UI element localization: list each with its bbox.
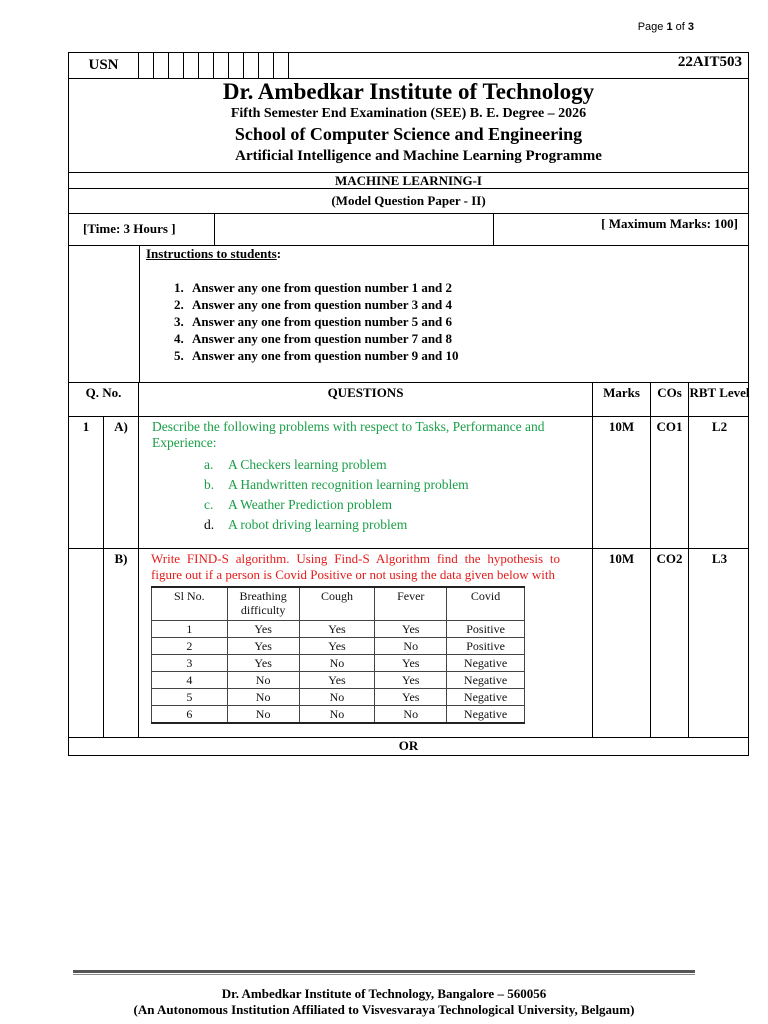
question-content	[139, 549, 593, 737]
school-name: School of Computer Science and Engineering	[234, 124, 583, 144]
instruction-item: 4. Answer any one from question number 7 and 8	[174, 331, 453, 346]
table-header-cell: Sl No.	[152, 587, 228, 620]
usn-label: USN	[69, 53, 139, 78]
footer	[0, 986, 768, 1018]
or-separator: OR	[398, 738, 419, 753]
college-name: Dr. Ambedkar Institute of Technology	[222, 79, 595, 104]
table-header-cell: Cough	[299, 587, 375, 620]
paper-header	[69, 79, 748, 173]
question-text: Describe the following problems with respect to Tasks, Performance and Experience: a. A Checkers learning problem b. A Handwritten recognition learning problem c. A Weather Prediction problem d. A robot driving learning problem	[139, 417, 593, 548]
instructions-list	[146, 279, 748, 364]
usn-box[interactable]	[244, 53, 259, 78]
exam-title: Fifth Semester End Examination (SEE) B. E. Degree – 2026	[230, 106, 587, 121]
header-qno: Q. No.	[69, 383, 139, 416]
time-duration: [Time: 3 Hours ]	[69, 214, 215, 245]
sub-item: a. A Checkers learning problem	[204, 457, 387, 472]
usn-box[interactable]	[169, 53, 184, 78]
table-header-cell: Fever	[375, 587, 447, 620]
question-co: CO2	[651, 549, 689, 737]
instructions-section	[69, 246, 748, 383]
instructions-title: Instructions to students:	[146, 246, 282, 261]
covid-data-table	[151, 586, 525, 724]
header-marks: Marks	[593, 383, 651, 416]
usn-box[interactable]	[229, 53, 244, 78]
usn-box[interactable]	[214, 53, 229, 78]
question-sublist	[152, 455, 586, 535]
question-rbt: L2	[711, 419, 728, 434]
usn-box[interactable]	[139, 53, 154, 78]
footer-affiliation: (An Autonomous Institution Affiliated to Visvesvaraya Technological University, Belgaum)	[133, 1002, 635, 1017]
question-paper	[68, 52, 749, 756]
question-text: Write FIND-S algorithm. Using Find-S Algorithm find the hypothesis to figure out if a person is Covid Positive or not using the data given below with	[151, 551, 560, 582]
question-number: 1	[69, 417, 104, 548]
table-row: 4 No Yes Yes Negative	[152, 671, 525, 688]
table-row: 6 No No No Negative	[152, 705, 525, 723]
course-code: 22AIT503	[677, 54, 742, 70]
sub-item: c. A Weather Prediction problem	[204, 497, 392, 512]
usn-row	[69, 53, 748, 79]
usn-box[interactable]	[274, 53, 289, 78]
page-total: 3	[687, 21, 694, 33]
paper-type: (Model Question Paper - II)	[69, 189, 748, 214]
page-current: 1	[666, 21, 673, 33]
usn-box[interactable]	[154, 53, 169, 78]
footer-divider-thin	[73, 974, 695, 975]
page-of: of	[672, 21, 688, 33]
instruction-item: 5. Answer any one from question number 9 and 10	[174, 348, 459, 363]
question-row-1a	[69, 417, 748, 549]
instruction-item: 1. Answer any one from question number 1 and 2	[174, 280, 453, 295]
header-rbt: RBT Level	[689, 385, 750, 400]
usn-box[interactable]	[259, 53, 274, 78]
question-row-1b	[69, 549, 748, 738]
subject-title: MACHINE LEARNING-I	[69, 173, 748, 189]
question-table-header	[69, 383, 748, 417]
footer-divider	[73, 970, 695, 973]
sub-item: b. A Handwritten recognition learning problem	[204, 477, 469, 492]
question-rbt: L3	[711, 551, 728, 566]
table-row: 1 Yes Yes Yes Positive	[152, 620, 525, 637]
page-number	[638, 21, 694, 33]
programme-name: Artificial Intelligence and Machine Learning Programme	[235, 148, 602, 164]
footer-address: Dr. Ambedkar Institute of Technology, Bangalore – 560056	[221, 986, 547, 1001]
question-sub: A)	[104, 417, 139, 548]
header-questions: QUESTIONS	[139, 383, 593, 416]
page-prefix: Page	[637, 21, 667, 33]
question-co: CO1	[651, 417, 689, 548]
question-marks: 10M	[593, 549, 651, 737]
table-header-cell: Covid	[447, 587, 525, 620]
sub-item: d. A robot driving learning problem	[204, 517, 408, 532]
question-sub: B)	[104, 549, 139, 737]
table-header-cell: Breathing difficulty	[227, 587, 299, 620]
header-cos: COs	[651, 383, 689, 416]
table-row: 3 Yes No Yes Negative	[152, 654, 525, 671]
table-row: 2 Yes Yes No Positive	[152, 637, 525, 654]
time-marks-row	[69, 214, 748, 246]
max-marks: [ Maximum Marks: 100]	[601, 216, 738, 231]
usn-box[interactable]	[184, 53, 199, 78]
instruction-item: 3. Answer any one from question number 5 and 6	[174, 314, 453, 329]
table-row: 5 No No Yes Negative	[152, 688, 525, 705]
instruction-item: 2. Answer any one from question number 3 and 4	[174, 297, 453, 312]
question-marks: 10M	[593, 417, 651, 548]
usn-box[interactable]	[199, 53, 214, 78]
